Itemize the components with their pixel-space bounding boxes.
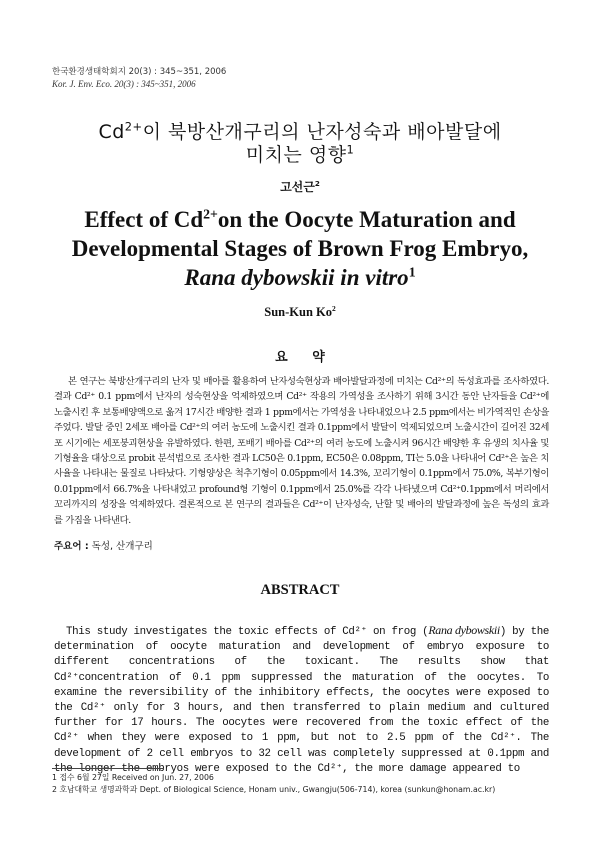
- title-ko-line2: 미치는 영향: [245, 144, 347, 166]
- title-english: [0, 205, 600, 292]
- english-abstract-body: [54, 623, 549, 777]
- author-english: [0, 305, 600, 320]
- abstract-en-part1: This study investigates the toxic effects of Cd²⁺ on frog (: [66, 626, 429, 638]
- title-en-footnote-mark: 1: [408, 264, 416, 280]
- footnote-rule: [52, 768, 164, 769]
- title-en-charge: 2+: [203, 206, 218, 222]
- abstract-en-part2: ) by the determination of oocyte maturation and development of embryo exposure to different concentrations of the toxicant. The results show that Cd²⁺concentration of 0.1 ppm suppressed the maturation of the oocytes. To examine the reversibility of the inhibitory effects, the oocytes were exposed to the Cd²⁺ only for 3 hours, and then transferred to plain medium and cultured further for 17 hours. The oocytes were recovered from the toxic effect of the Cd²⁺ when they were exposed to 1 ppm, but not to 2.5 ppm of the Cd²⁺. The development of 2 cell embryos to 32 cell was completely suppressed at 0.1ppm and the longer the embryos were exposed to the Cd²⁺, the more damage appeared to: [54, 626, 549, 775]
- title-en-line2: Developmental Stages of Brown Frog Embryo,: [71, 236, 529, 261]
- author-korean: [0, 178, 600, 195]
- title-ko-charge: 2+: [124, 119, 143, 134]
- footnote-affiliation: 2 호남대학교 생명과학과 Dept. of Biological Science, Honam univ., Gwangju(506-714), korea (sunkun@honam.ac.kr): [52, 785, 496, 794]
- title-ko-line1: 이 북방산개구리의 난자성숙과 배아발달에: [142, 121, 502, 143]
- author-en-name: Sun-Kun Ko: [264, 305, 332, 319]
- korean-abstract-heading: 요 약: [275, 350, 335, 365]
- title-en-part1: Effect of Cd: [84, 207, 204, 232]
- keywords-value: 독성, 산개구리: [88, 541, 153, 552]
- running-head: [52, 66, 226, 90]
- english-abstract-heading: ABSTRACT: [260, 582, 340, 598]
- keywords-label: 주요어 :: [54, 541, 89, 552]
- title-ko-footnote-mark: 1: [346, 142, 355, 157]
- title-en-part2: on the Oocyte Maturation and: [217, 207, 516, 232]
- author-ko-name: 고선근: [280, 180, 315, 194]
- keywords: [54, 538, 153, 552]
- title-en-line3: Rana dybowskii in vitro: [184, 265, 409, 290]
- abstract-en-species: Rana dybowskii: [428, 623, 500, 637]
- author-en-footnote-mark: 2: [332, 303, 336, 313]
- running-head-english: Kor. J. Env. Eco. 20(3) : 345~351, 2006: [52, 79, 196, 89]
- running-head-korean: 한국환경생태학회지 20(3) : 345~351, 2006: [52, 67, 227, 77]
- author-ko-footnote-mark: 2: [314, 179, 320, 188]
- korean-abstract-body: 본 연구는 북방산개구리의 난자 및 배아를 활용하여 난자성숙현상과 배아발달과정에 미치는 Cd²⁺의 독성효과를 조사하였다. 결과 Cd²⁺ 0.1 ppm에서 난자의 성숙현상을 억제하였으며 Cd²⁺ 작용의 가역성을 조사하기 위해 3시간 동안 난자들을 Cd²⁺에 노출시킨 후 보통배양액으로 옮겨 17시간 배양한 결과 1 ppm에서는 가역성을 나타내었으나 2.5 ppm에서는 비가역적인 손상을 주었다. 발달 중인 2세포 배아를 Cd²⁺의 여러 농도에 노출시킨 결과 0.1ppm에서 발달이 억제되었으며 노출시간이 길어진 32세포 시기에는 세포붕괴현상을 유발하였다. 한편, 포배기 배아를 Cd²⁺의 여러 농도에 노출시켜 96시간 배양한 후 유생의 치사율 및 기형율을 대상으로 probit 분석법으로 조사한 결과 LC50은 0.1ppm, EC50은 0.08ppm, TI는 5.0을 나타내어 Cd²⁺은 높은 치사율을 나타내는 물질로 나타났다. 기형양상은 척추기형이 0.05ppm에서 14.3%, 꼬리기형이 0.1ppm에서 75.0%, 복부기형이 0.01ppm에서 66.7%을 나타내었고 profound형 기형이 0.1ppm에서 25.0%를 각각 나타냈으며 Cd²⁺0.1ppm에서 머리에서 꼬리까지의 성장을 억제하였다. 결론적으로 본 연구의 결과들은 Cd²⁺이 난자성숙, 난할 및 배아의 발달과정에 높은 독성의 효과를 가짐을 나타낸다.: [54, 376, 549, 526]
- footnote-received: 1 접수 6월 27일 Received on Jun. 27, 2006: [52, 773, 214, 782]
- title-ko-cd: Cd: [98, 121, 125, 143]
- title-korean: [0, 121, 600, 167]
